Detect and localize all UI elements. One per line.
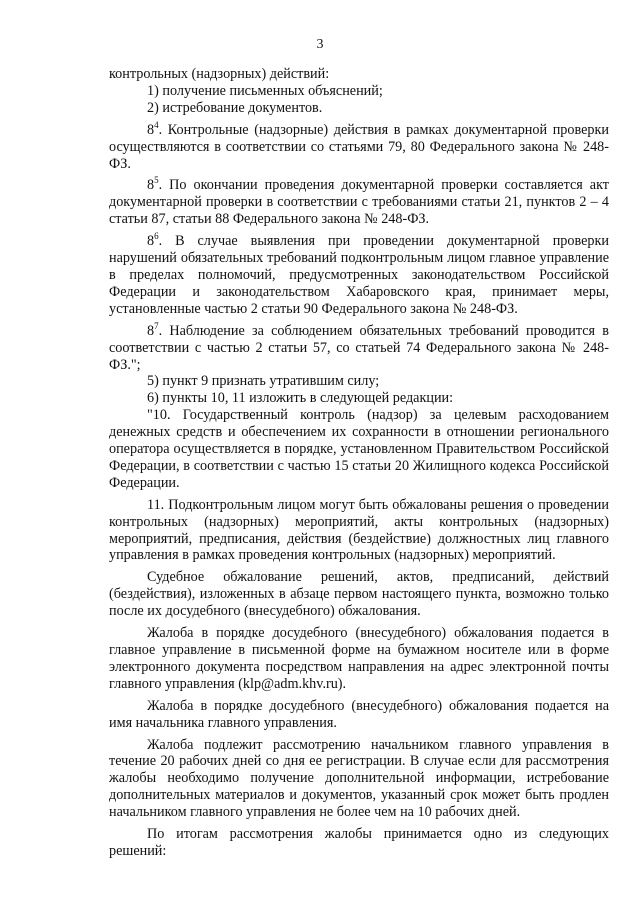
paragraph-decision-options: По итогам рассмотрения жалобы принимается одно из следующих решений: (109, 826, 609, 859)
list-item-1: 1) получение письменных объяснений; (147, 82, 383, 99)
paragraph-complaint-form: Жалоба в порядке досудебного (внесудебного) обжалования подается в главное управление в письменной форме на бумажном носителе или в форме электронного документа посредством направления на адрес электронной почты главного управления (klp@adm.khv.ru). (109, 625, 609, 692)
paragraph-10: "10. Государственный контроль (надзор) за целевым расходованием денежных средств и обеспечением их сохранности в отношении регионального оператора осуществляется в порядке, установленном Правительством Российской Федерации, в соответствии с частью 15 статьи 20 Жилищного кодекса Российской Федерации. (109, 407, 609, 491)
paragraph-8-4 (109, 119, 609, 173)
clause-superscript: 7 (154, 320, 159, 331)
clause-number: 8 (147, 233, 155, 250)
paragraph-8-6 (109, 233, 609, 318)
paragraph-complaint-term: Жалоба подлежит рассмотрению начальником главного управления в течение 20 рабочих дней со дня ее регистрации. В случае если для рассмотрения жалобы необходимо получение дополнительной информации, истребование дополнительных материалов и документов, указанный срок может быть продлен начальником главного управления не более чем на 10 рабочих дней. (109, 736, 609, 821)
paragraph-8-5 (109, 177, 609, 228)
paragraph-intro: контрольных (надзорных) действий: (109, 66, 330, 82)
clause-text: . По окончании проведения документарной проверки составляется акт документарной проверки в соответствии с требованиями статьи 21, пунктов 2 – 4 статьи 87, статьи 88 Федерального закона № 248-ФЗ. (109, 177, 609, 228)
amendment-item-6: 6) пункты 10, 11 изложить в следующей редакции: (147, 390, 454, 407)
clause-number: 8 (147, 177, 155, 194)
paragraph-judicial-appeal: Судебное обжалование решений, актов, предписаний, действий (бездействия), изложенных в абзаце первом настоящего пункта, возможно только после их досудебного (внесудебного) обжалования. (109, 569, 609, 620)
clause-text: . Контрольные (надзорные) действия в рамках документарной проверки осуществляются в соответствии со статьями 79, 80 Федерального закона № 248-ФЗ. (109, 121, 609, 172)
clause-number: 8 (147, 322, 155, 339)
clause-superscript: 6 (154, 231, 159, 242)
list-item-2: 2) истребование документов. (147, 99, 323, 116)
paragraph-complaint-addressee: Жалоба в порядке досудебного (внесудебного) обжалования подается на имя начальника главного управления. (109, 697, 609, 731)
page-number: 3 (316, 37, 324, 52)
clause-text: . В случае выявления при проведении документарной проверки нарушений обязательных требований подконтрольным лицом главное управление в пределах полномочий, предусмотренных законодательством Российской Федерации и законодательством Хабаровского края, принимает меры, установленные частью 2 статьи 90 Федерального закона № 248-ФЗ. (109, 233, 609, 317)
clause-number: 8 (147, 121, 155, 138)
document-body (109, 66, 609, 860)
paragraph-11: 11. Подконтрольным лицом могут быть обжалованы решения о проведении контрольных (надзорных) мероприятий, акты контрольных (надзорных) мероприятий, предписания, действия (бездействие) должностных лиц главного управления в рамках проведения контрольных (надзорных) мероприятий. (109, 496, 609, 564)
paragraph-8-7 (109, 320, 609, 374)
clause-text: . Наблюдение за соблюдением обязательных требований проводится в соответствии с частью 2 статьи 57, со статьей 74 Федерального закона № 248-ФЗ."; (109, 322, 609, 373)
clause-superscript: 4 (154, 119, 159, 130)
clause-superscript: 5 (154, 175, 159, 186)
amendment-item-5: 5) пункт 9 признать утратившим силу; (147, 373, 380, 390)
